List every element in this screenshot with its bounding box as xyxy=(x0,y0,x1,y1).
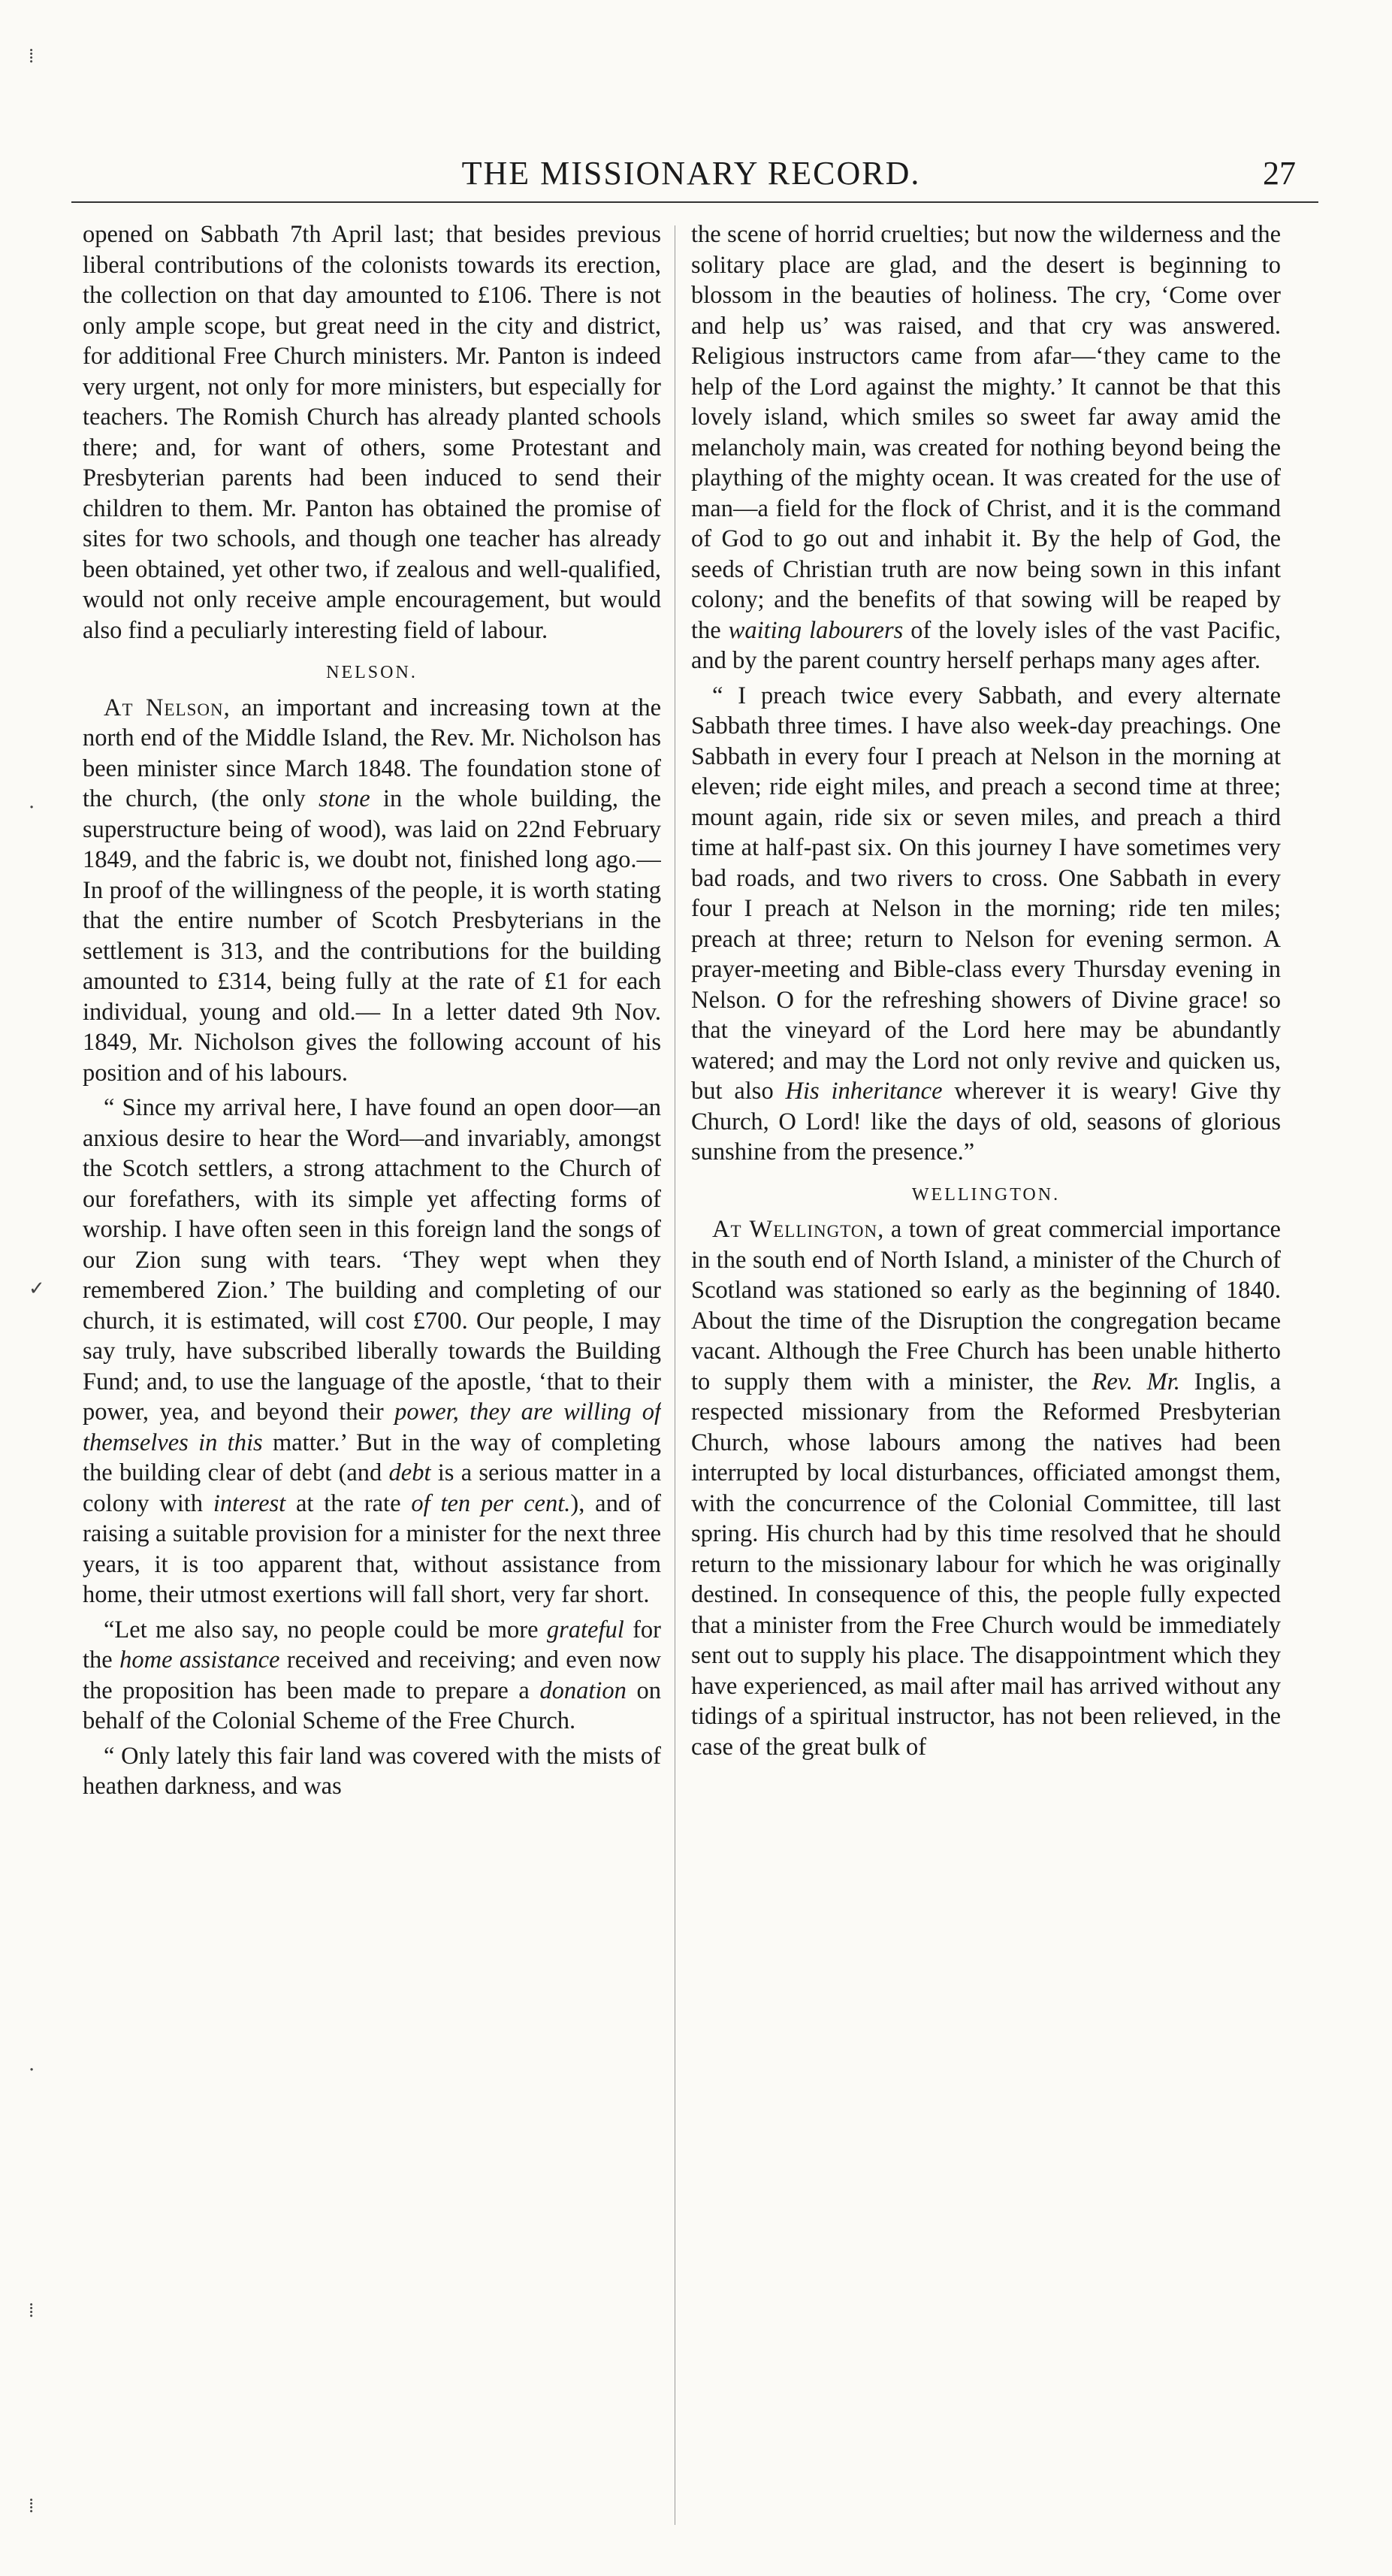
left-column xyxy=(83,219,661,2534)
margin-annotations xyxy=(21,45,51,2525)
running-title: THE MISSIONARY RECORD. xyxy=(461,155,921,192)
margin-mark: ✓ xyxy=(29,1277,45,1300)
margin-mark: ⁞ xyxy=(29,45,35,68)
paragraph: “ Since my arrival here, I have found an open door—an anxious desire to hear the Word—and invariably, amongst the Scotch settlers, a strong attachment to the Church of our forefathers, with its simple yet affecting forms of worship. I have often seen in this foreign land the songs of our Zion sung with tears. ‘They wept when they remembered Zion.’ The building and completing of our church, it is estimated, will cost £700. Our people, I may say truly, have subscribed liberally towards the Building Fund; and, to use the language of the apostle, ‘that to their power, yea, and beyond their power, they are willing of themselves in this matter.’ But in the way of completing the building clear of debt (and debt is a serious matter in a colony with interest at the rate of ten per cent.), and of raising a suitable provision for a minister for the next three years, it is too apparent that, without assistance from home, their utmost exertions will fall short, very far short. xyxy=(83,1094,661,1608)
margin-mark: ⁞ xyxy=(29,2299,35,2322)
page-number: 27 xyxy=(1263,155,1296,192)
margin-mark: ⁞ xyxy=(29,2495,35,2517)
margin-mark: · xyxy=(29,2059,35,2082)
margin-mark: · xyxy=(29,797,35,819)
paragraph: “Let me also say, no people could be more grateful for the home assistance received and receiving; and even now the proposition has been made to prepare a donation on behalf of the Colonial Scheme of the Free Church. xyxy=(83,1616,661,1734)
header-rule xyxy=(71,201,1318,203)
paragraph: “ Only lately this fair land was covered with the mists of heathen darkness, and was xyxy=(83,1742,661,1800)
section-heading-nelson: NELSON. xyxy=(326,663,418,682)
paragraph: At Nelson, an important and increasing town at the north end of the Middle Island, the Rev. Mr. Nicholson has been minister since March 1848. The foundation stone of the church, (the only stone in the whole building, the superstructure being of wood), was laid on 22nd February 1849, and the fabric is, we doubt not, finished long ago.— In proof of the willingness of the people, it is worth stating that the entire number of Scotch Presbyterians in the settlement is 313, and the contributions for the building amounted to £314, being fully at the rate of £1 for each individual, young and old.— In a letter dated 9th Nov. 1849, Mr. Nicholson gives the following account of his position and of his labours. xyxy=(83,694,661,1087)
paragraph: the scene of horrid cruelties; but now the wilderness and the solitary place are glad, and the desert is beginning to blossom in the beauties of holiness. The cry, ‘Come over and help us’ was raised, and that cry was answered. Religious instructors came from afar—‘they came to the help of the Lord against the mighty.’ It cannot be that this lovely island, which smiles so sweet far away amid the melancholy main, was created for nothing beyond being the plaything of the mighty ocean. It was created for the use of man—a field for the flock of Christ, and it is the command of God to go out and inhabit it. By the help of God, the seeds of Christian truth are now being sown in this infant colony; and the benefits of that sowing will be reaped by the waiting labourers of the lovely isles of the vast Pacific, and by the parent country herself perhaps many ages after. xyxy=(691,221,1281,674)
paragraph: At Wellington, a town of great commercial importance in the south end of North Island, a minister of the Church of Scotland was stationed so early as the beginning of 1840. About the time of the Disruption the congregation became vacant. Although the Free Church has been unable hitherto to supply them with a minister, the Rev. Mr. Inglis, a respected missionary from the Reformed Presbyterian Church, whose labours among the natives had been interrupted by local disturbances, officiated amongst them, with the concurrence of the Colonial Committee, till last spring. His church had by this time resolved that he should return to the missionary labour for which he was originally destined. In consequence of this, the people fully expected that a minister from the Free Church would be immediately sent out to supply his place. The disappointment which they have experienced, as mail after mail has arrived without any tidings of a spiritual instructor, has not been relieved, in the case of the great bulk of xyxy=(691,1216,1281,1761)
paragraph: opened on Sabbath 7th April last; that besides previous liberal contributions of the colonists towards its erection, the collection on that day amounted to £106. There is not only ample scope, but great need in the city and district, for additional Free Church ministers. Mr. Panton is indeed very urgent, not only for more ministers, but especially for teachers. The Romish Church has already planted schools there; and, for want of others, some Protestant and Presbyterian parents had been induced to send their children to them. Mr. Panton has obtained the promise of sites for two schools, and though one teacher has already been obtained, yet other two, if zealous and well-qualified, would not only receive ample encouragement, but would also find a peculiarly interesting field of labour. xyxy=(83,221,661,644)
paragraph: “ I preach twice every Sabbath, and every alternate Sabbath three times. I have also week-day preachings. One Sabbath in every four I preach at Nelson in the morning at eleven; ride eight miles, and preach a second time at three; mount again, ride six or seven miles, and preach a third time at half-past six. On this journey I have sometimes very bad roads, and two rivers to cross. One Sabbath in every four I preach at Nelson in the morning; ride ten miles; preach at three; return to Nelson for evening sermon. A prayer-meeting and Bible-class every Thursday evening in Nelson. O for the refreshing showers of Divine grace! so that the vineyard of the Lord here may be abundantly watered; and may the Lord not only revive and quicken us, but also His inheritance wherever it is weary! Give thy Church, O Lord! like the days of old, seasons of glorious sunshine from the presence.” xyxy=(691,682,1281,1166)
section-heading-wellington: WELLINGTON. xyxy=(911,1184,1061,1205)
lead-in: At Nelson xyxy=(104,694,224,721)
right-column xyxy=(691,219,1281,2534)
lead-in: At Wellington xyxy=(712,1216,878,1243)
page-header xyxy=(71,154,1311,199)
